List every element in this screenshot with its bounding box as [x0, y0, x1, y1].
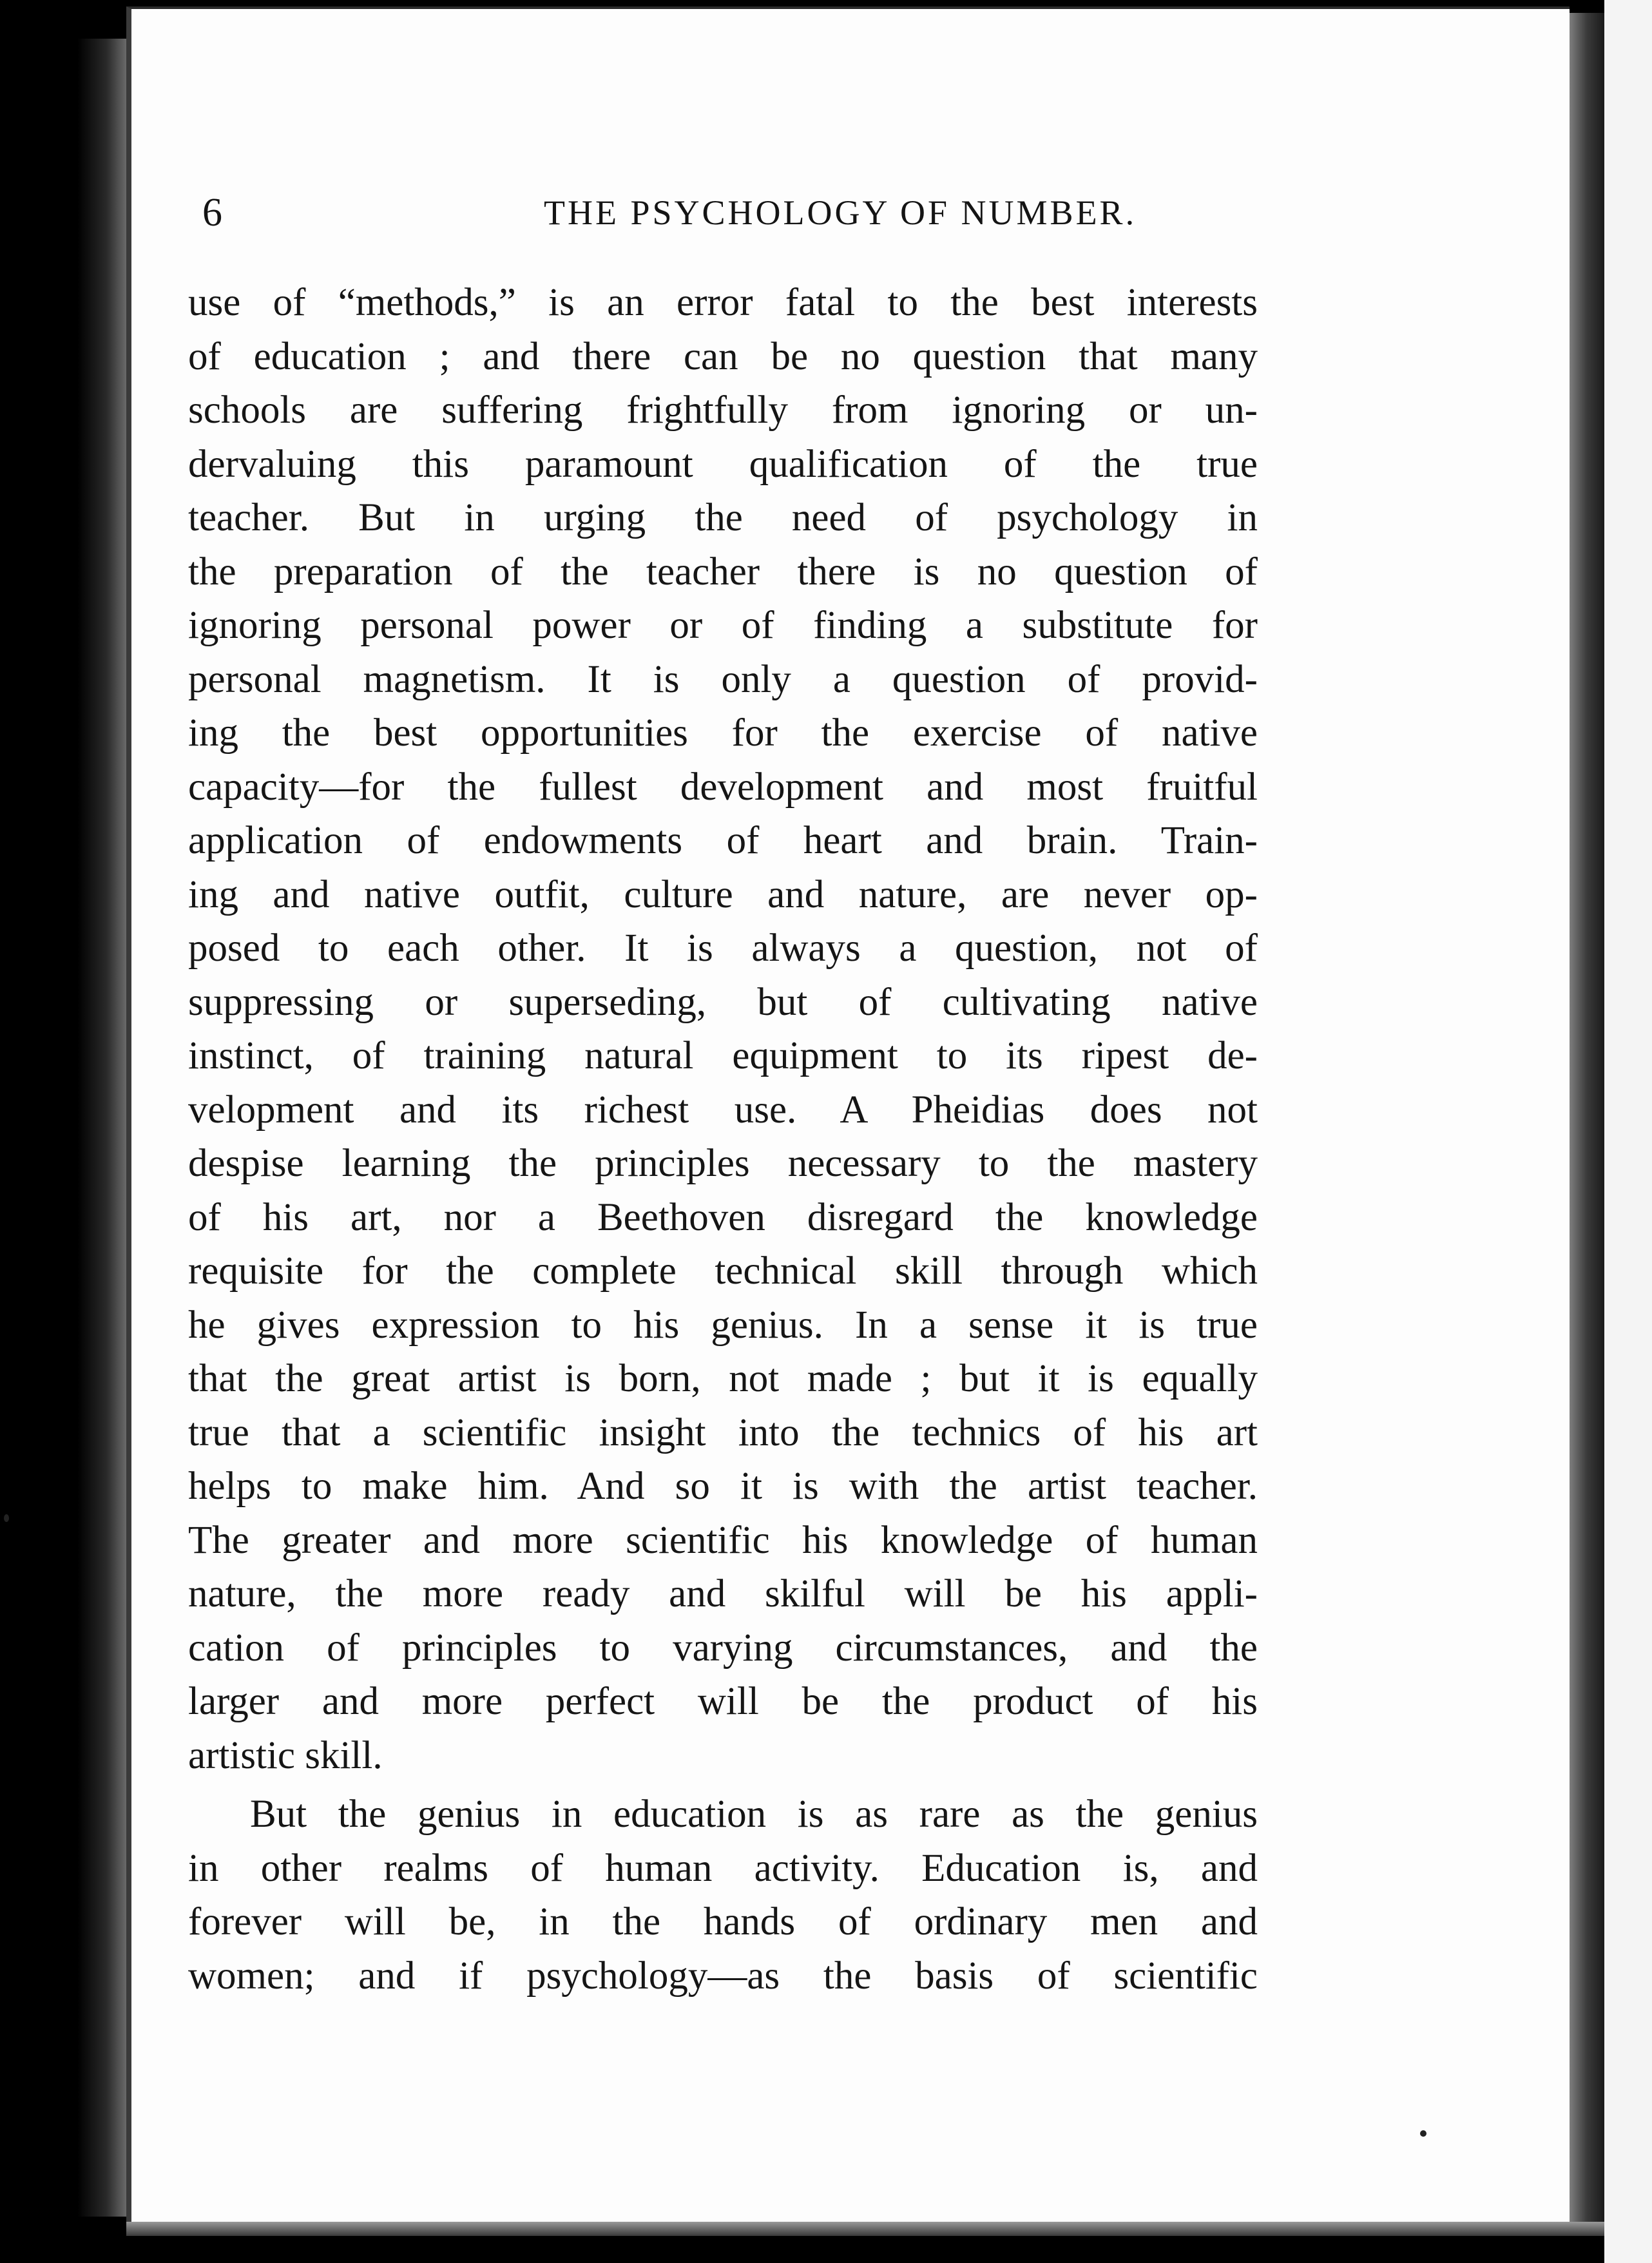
text-line: schools are suffering frightfully from ignoring or un- — [188, 389, 1258, 432]
text-line: in other realms of human activity. Education is, and — [188, 1846, 1258, 1890]
running-head: THE PSYCHOLOGY OF NUMBER. — [544, 193, 1137, 232]
text-line: that the great artist is born, not made ; but it is equally — [188, 1357, 1258, 1400]
text-line: velopment and its richest use. A Pheidias does not — [188, 1088, 1258, 1132]
text-line: forever will be, in the hands of ordinary men and — [188, 1900, 1258, 1943]
text-line: true that a scientific insight into the technics of his art — [188, 1411, 1258, 1454]
text-line: nature, the more ready and skilful will be his appli- — [188, 1572, 1258, 1615]
text-line: of education ; and there can be no question that many — [188, 334, 1258, 378]
scan-speck — [1420, 2130, 1426, 2137]
text-line: requisite for the complete technical skill through which — [188, 1249, 1258, 1293]
text-line: capacity—for the fullest development and most fruitful — [188, 765, 1258, 809]
text-line: posed to each other. It is always a question, not of — [188, 927, 1258, 970]
text-line: larger and more perfect will be the product of his — [188, 1680, 1258, 1723]
text-line: suppressing or superseding, but of cultivating native — [188, 980, 1258, 1024]
text-line: ing and native outfit, culture and nature, are never op- — [188, 872, 1258, 916]
text-line: women; and if psychology—as the basis of scientific — [188, 1954, 1258, 1998]
page-number: 6 — [202, 191, 222, 235]
text-line: But the genius in education is as rare as the genius — [250, 1793, 1258, 1836]
text-line: helps to make him. And so it is with the artist teacher. — [188, 1465, 1258, 1508]
text-line: ing the best opportunities for the exercise of native — [188, 711, 1258, 755]
text-line: application of endowments of heart and brain. Train- — [188, 819, 1258, 862]
text-line: of his art, nor a Beethoven disregard the knowledge — [188, 1195, 1258, 1239]
scan-speck — [4, 1514, 9, 1522]
text-line: artistic skill. — [188, 1733, 383, 1777]
text-line: teacher. But in urging the need of psychology in — [188, 496, 1258, 539]
text-line: he gives expression to his genius. In a sense it is true — [188, 1303, 1258, 1347]
text-line: despise learning the principles necessary to the mastery — [188, 1142, 1258, 1185]
scan-left-shadow — [77, 39, 126, 2217]
text-line: the preparation of the teacher there is no question of — [188, 550, 1258, 593]
page-header — [202, 180, 1182, 245]
text-line: The greater and more scientific his knowledge of human — [188, 1518, 1258, 1562]
text-line: dervaluing this paramount qualification of the true — [188, 442, 1258, 486]
text-line: personal magnetism. It is only a question of provid- — [188, 657, 1258, 701]
scan-bottom-edge — [126, 2222, 1604, 2236]
text-line: ignoring personal power or of finding a substitute for — [188, 604, 1258, 647]
text-line: instinct, of training natural equipment to its ripest de- — [188, 1034, 1258, 1077]
text-line: cation of principles to varying circumstances, and the — [188, 1626, 1258, 1670]
text-line: use of “methods,” is an error fatal to the best interests — [188, 281, 1258, 324]
scan-margin-strip — [1604, 0, 1652, 2263]
body-text — [188, 276, 1258, 2003]
paragraph — [188, 276, 1258, 1782]
paragraph — [188, 1787, 1258, 2003]
